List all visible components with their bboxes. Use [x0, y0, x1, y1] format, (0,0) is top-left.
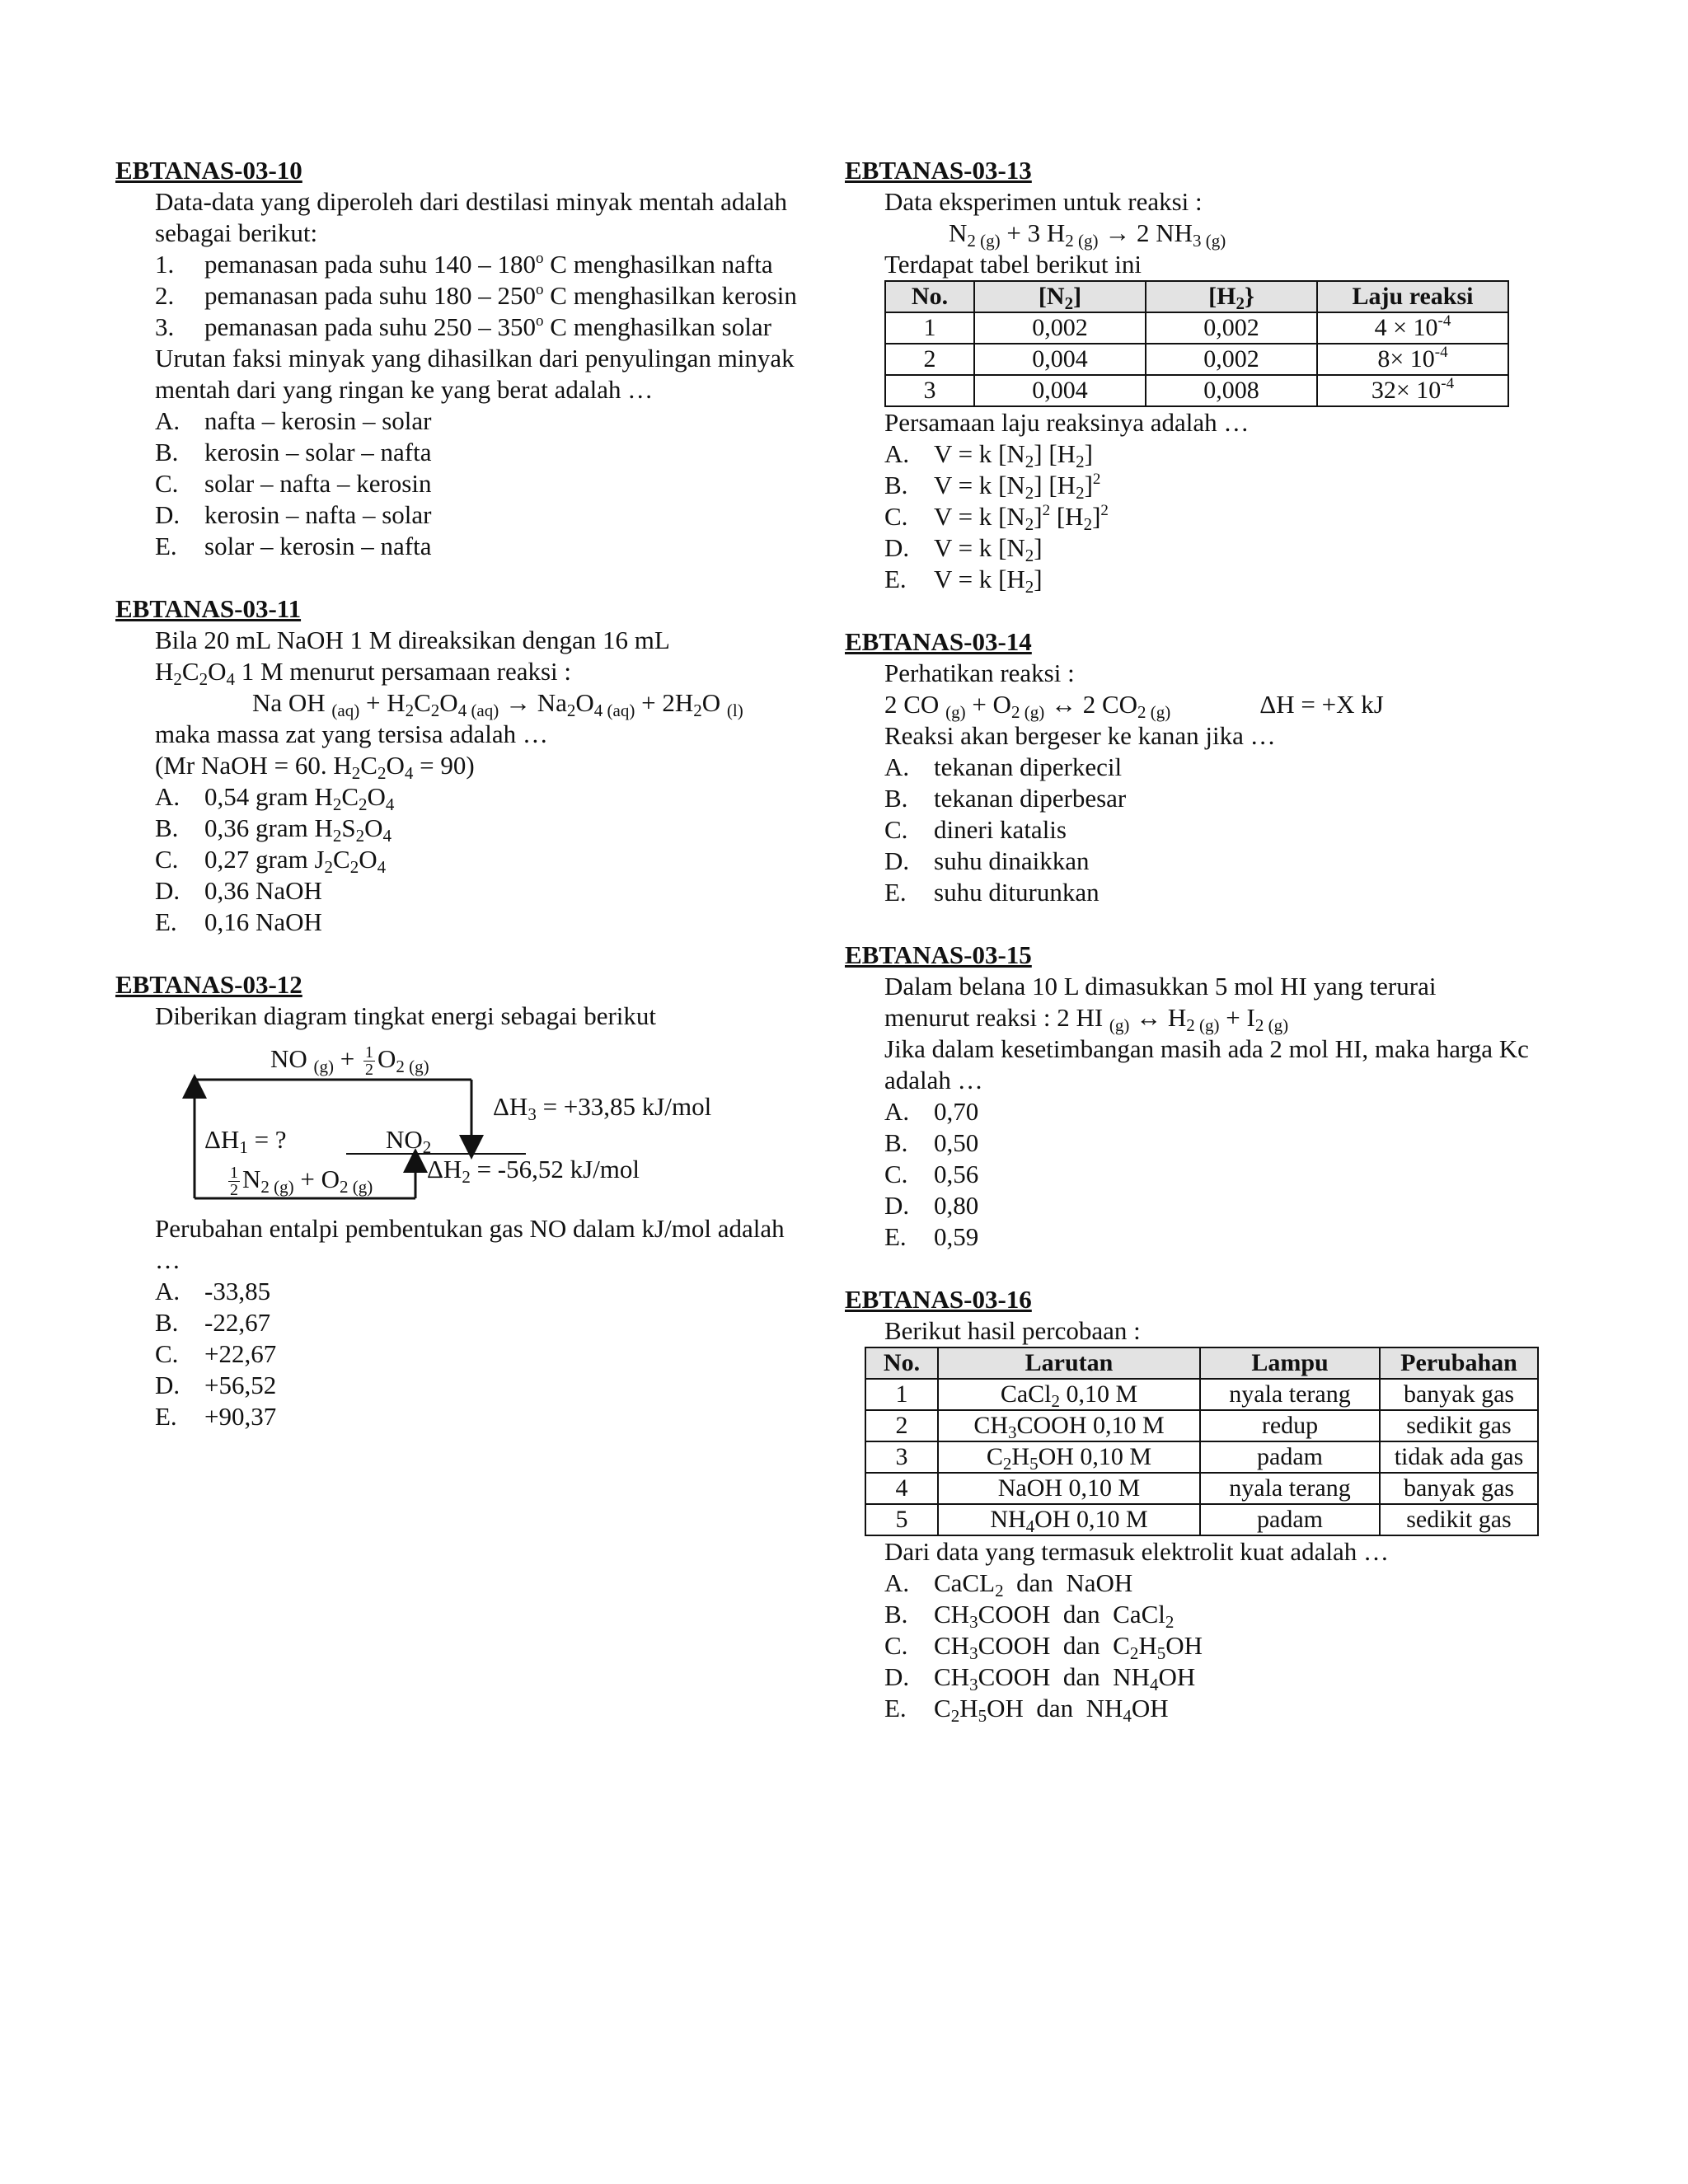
question-intro: Data-data yang diperoleh dari destilasi minyak mentah adalah sebagai berikut: — [155, 187, 787, 247]
table-row: 2 0,004 0,002 $8\times 10^{-4}$ — [885, 344, 1508, 375]
table-header-row: No. $[N_2]$ $[H_2\}$ Laju reaksi — [885, 281, 1508, 312]
no2-label: $NO_2$ — [386, 1125, 432, 1157]
option-d: D. 0,80 — [884, 1191, 979, 1220]
reaction-equation: $N_{2 (g)} + 3$ $H_{2 (g)} \to 2$ $NH_{3 (g)}$ — [949, 218, 1226, 251]
question-intro-2: $H_2C_2O_4$ 1 M menurut persamaan reaksi : — [155, 657, 572, 689]
option-a: A. 0,70 — [884, 1097, 979, 1126]
table-intro: Terdapat tabel berikut ini — [884, 250, 1142, 279]
option-a: A. nafta – kerosin – solar — [155, 406, 432, 435]
option-e: E. 0,16 NaOH — [155, 907, 322, 936]
question-16 — [845, 1284, 1570, 1724]
option-a: A. -33,85 — [155, 1277, 271, 1305]
option-b: B. tekanan diperbesar — [884, 784, 1127, 813]
question-text: Perubahan entalpi pembentukan gas NO dalam kJ/mol adalah … — [155, 1214, 785, 1274]
question-text: Dari data yang termasuk elektrolit kuat adalah … — [884, 1537, 1390, 1566]
table-row: 4 NaOH 0,10 M nyala terang banyak gas — [865, 1473, 1538, 1504]
option-b: B. kerosin – solar – nafta — [155, 438, 432, 466]
experiment-table — [865, 1347, 1539, 1536]
n2-o2-label: $\frac{1}{2}$ $N_{2 (g)} + O_{2 (g)}$ — [230, 1164, 373, 1200]
option-b: B. 0,50 — [884, 1128, 979, 1157]
table-row: 1 CaCl$_2$ 0,10 M nyala terang banyak gas — [865, 1379, 1538, 1410]
option-d: D. kerosin – nafta – solar — [155, 500, 432, 529]
question-text: maka massa zat yang tersisa adalah … — [155, 719, 548, 748]
right-column — [845, 155, 1570, 1755]
question-header: EBTANAS-03-14 — [845, 627, 1032, 656]
option-d: D. +56,52 — [155, 1371, 277, 1399]
option-c: C. 0,27 gram $J_2C_2O_4$ — [155, 845, 387, 877]
option-c: C. solar – nafta – kerosin — [155, 469, 432, 498]
question-15 — [845, 940, 1570, 1253]
question-intro: Data eksperimen untuk reaksi : — [884, 187, 1203, 216]
reaction-equation: menurut reaksi : 2 HI $_{(g)}$ ↔ $H_{2 (g)} + I_{2 (g)}$ — [884, 1003, 1289, 1035]
molar-mass-note: (Mr NaOH = 60. $H_2C_2O_4 = 90$) — [155, 751, 475, 783]
question-header: EBTANAS-03-10 — [115, 156, 302, 185]
table-row: 1 0,002 0,002 $4 \times 10^{-4}$ — [885, 312, 1508, 344]
question-text: Jika dalam kesetimbangan masih ada 2 mol HI, maka harga Kc adalah … — [884, 1034, 1529, 1094]
option-c: C. +22,67 — [155, 1339, 277, 1368]
option-e: E. solar – kerosin – nafta — [155, 532, 432, 560]
option-d: D. $CH_3COOH$ dan $NH_4OH$ — [884, 1662, 1196, 1694]
question-11 — [115, 593, 808, 938]
dh1-label: $\Delta H_1$ = ? — [204, 1125, 287, 1157]
energy-diagram — [155, 1032, 732, 1213]
dh2-label: $\Delta H_2 = -56,52$ kJ/mol — [427, 1155, 640, 1187]
question-intro: Perhatikan reaksi : — [884, 658, 1075, 687]
question-intro: Dalam belana 10 L dimasukkan 5 mol HI yang terurai — [884, 972, 1437, 1001]
reaction-equation: Na OH $_{(aq)} + H_2C_2O_{4 (aq)} \to Na_2O_{4 (aq)} + 2H_2O$ $_{(l)}$ — [252, 688, 743, 720]
dh3-label: $\Delta H_3 = +33,85$ kJ/mol — [493, 1092, 712, 1124]
question-intro: Bila 20 mL NaOH 1 M direaksikan dengan 16 mL — [155, 626, 670, 654]
option-b: B. 0,36 gram $H_2S_2O_4$ — [155, 813, 392, 846]
option-a: A. V = k $[N_2]$ $[H_2]$ — [884, 439, 1093, 471]
option-c: C. 0,56 — [884, 1160, 979, 1188]
question-intro: Berikut hasil percobaan : — [884, 1316, 1141, 1345]
question-intro: Diberikan diagram tingkat energi sebagai berikut — [155, 1001, 657, 1030]
question-14 — [845, 626, 1570, 908]
option-e: E. V = k $[H_2]$ — [884, 565, 1043, 597]
table-row: 3 $C_2H_5OH$ 0,10 M padam tidak ada gas — [865, 1441, 1538, 1473]
option-b: B. $CH_3COOH$ dan CaCl$_2$ — [884, 1600, 1175, 1632]
question-header: EBTANAS-03-13 — [845, 156, 1032, 185]
question-header: EBTANAS-03-16 — [845, 1285, 1032, 1314]
question-12 — [115, 969, 808, 1432]
option-b: B. -22,67 — [155, 1308, 271, 1337]
question-header: EBTANAS-03-15 — [845, 940, 1032, 969]
option-a: A. tekanan diperkecil — [884, 752, 1123, 781]
list-item: 2. pemanasan pada suhu 180 – 250$^o$ C menghasilkan kerosin — [155, 281, 797, 310]
rate-table — [884, 280, 1509, 407]
option-c: C. dineri katalis — [884, 815, 1067, 844]
left-column — [115, 155, 808, 1464]
option-a: A. 0,54 gram $H_2C_2O_4$ — [155, 782, 395, 814]
question-13 — [845, 155, 1570, 595]
option-d: D. suhu dinaikkan — [884, 846, 1090, 875]
question-text: Reaksi akan bergeser ke kanan jika … — [884, 721, 1276, 750]
table-row: 5 $NH_4OH$ 0,10 M padam sedikit gas — [865, 1504, 1538, 1535]
table-row: 3 0,004 0,008 $32\times 10^{-4}$ — [885, 375, 1508, 406]
option-e: E. 0,59 — [884, 1222, 979, 1251]
option-b: B. V = k $[N_2]$ $[H_2]^2$ — [884, 471, 1101, 503]
reaction-equation: 2 CO $_{(g)} + O_{2 (g)}$ ↔ 2 $CO_{2 (g)}$ ΔH = +X kJ — [884, 690, 1384, 722]
option-c: C. $CH_3COOH$ dan $C_2H_5OH$ — [884, 1631, 1203, 1663]
no-o2-label: NO $_{(g)}$ + $\frac{1}{2}$ $O_{2 (g)}$ — [270, 1043, 429, 1080]
question-10 — [115, 155, 808, 562]
option-d: D. V = k $[N_2]$ — [884, 533, 1043, 565]
option-e: E. +90,37 — [155, 1402, 277, 1431]
option-c: C. V = k $[N_2]^2$ $[H_2]^2$ — [884, 502, 1109, 534]
option-a: A. CaCL$_2$ dan NaOH — [884, 1568, 1133, 1601]
option-e: E. suhu diturunkan — [884, 878, 1100, 907]
question-text: Urutan faksi minyak yang dihasilkan dari penyulingan minyak mentah dari yang ringan ke yang berat adalah … — [155, 344, 795, 404]
table-row: 2 $CH_3COOH$ 0,10 M redup sedikit gas — [865, 1410, 1538, 1441]
table-header-row: No. Larutan Lampu Perubahan — [865, 1347, 1538, 1379]
option-d: D. 0,36 NaOH — [155, 876, 322, 905]
list-item: 3. pemanasan pada suhu 250 – 350$^o$ C menghasilkan solar — [155, 312, 771, 341]
question-text: Persamaan laju reaksinya adalah … — [884, 408, 1250, 437]
question-header: EBTANAS-03-12 — [115, 970, 302, 999]
option-e: E. $C_2H_5OH$ dan $NH_4OH$ — [884, 1694, 1169, 1726]
question-header: EBTANAS-03-11 — [115, 594, 302, 623]
list-item: 1. pemanasan pada suhu 140 – 180$^o$ C menghasilkan nafta — [155, 250, 773, 279]
